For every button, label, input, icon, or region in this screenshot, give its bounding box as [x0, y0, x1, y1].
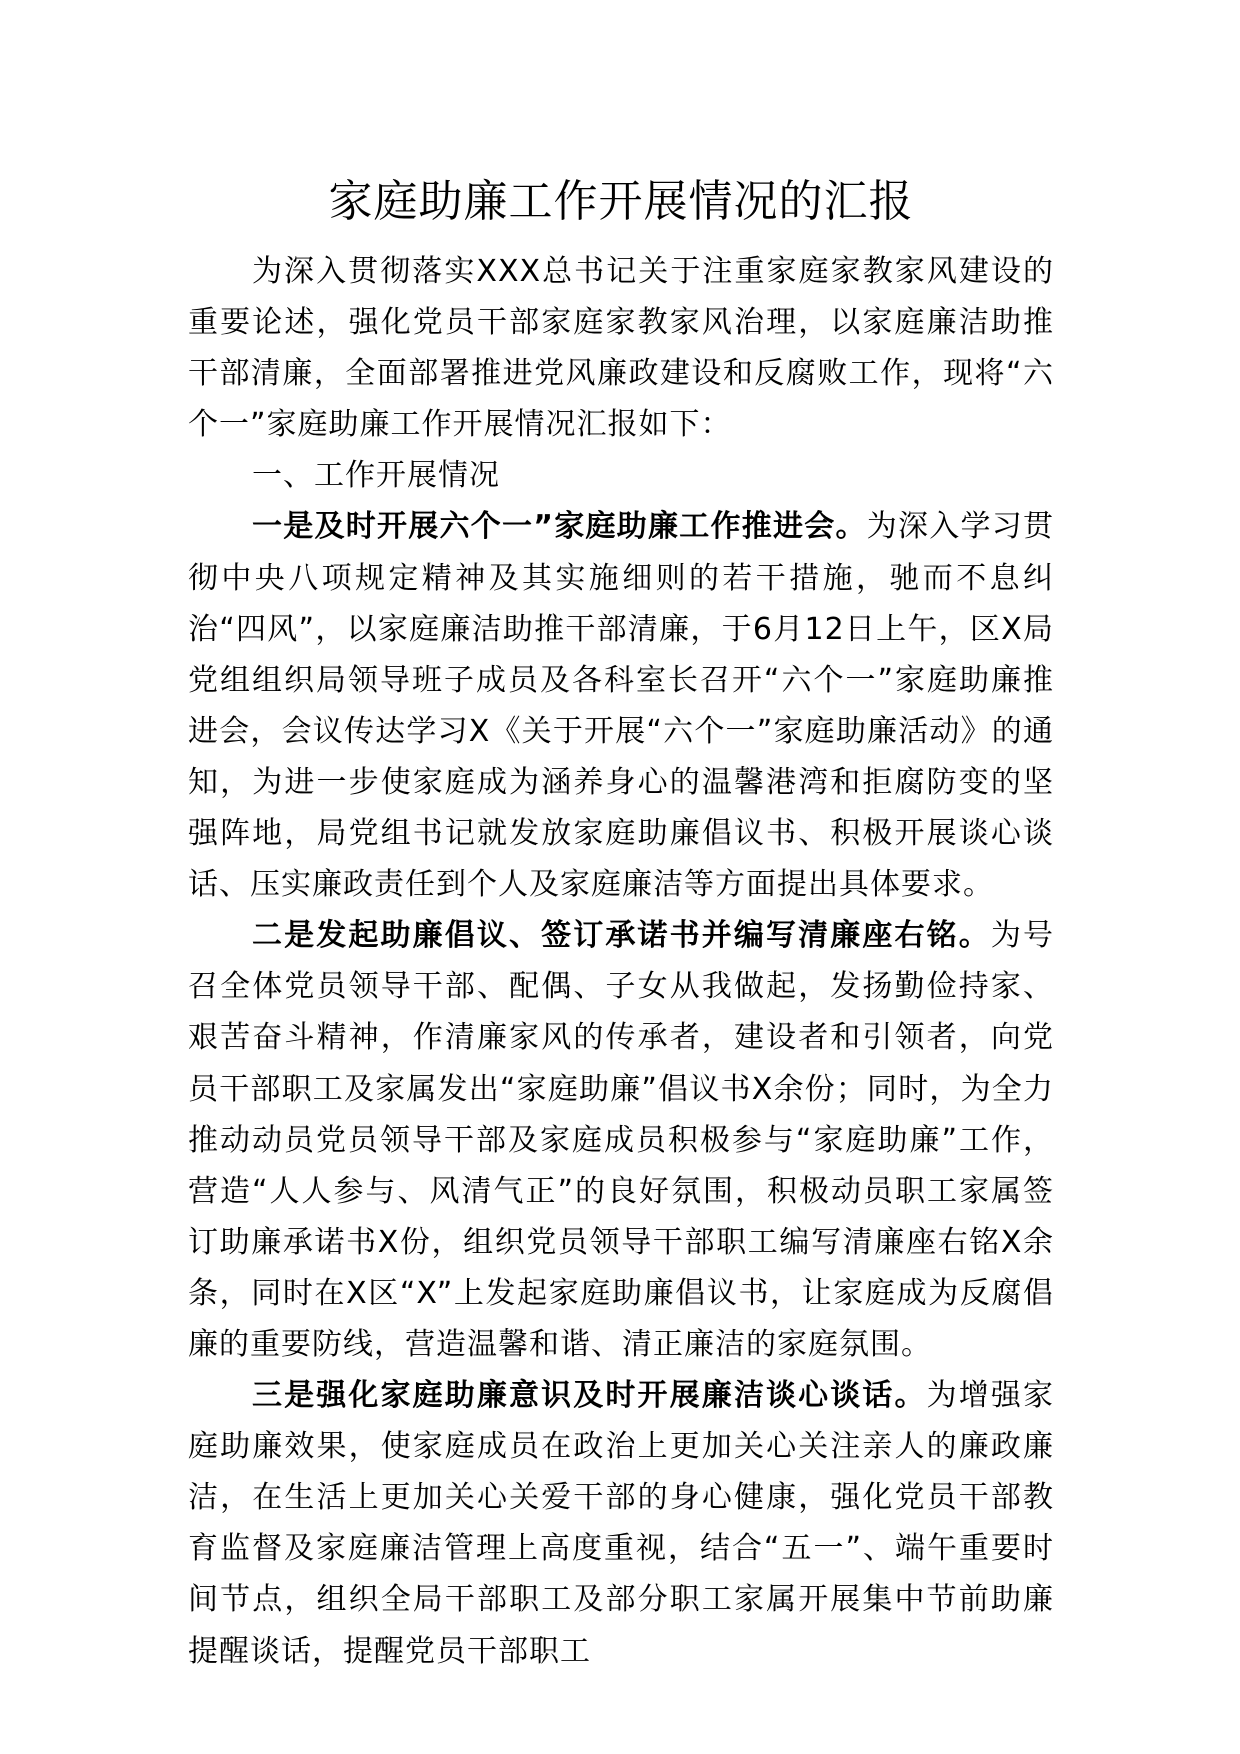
- item-lead-3: 三是强化家庭助廉意识及时开展廉洁谈心谈话。: [252, 1378, 927, 1414]
- item-lead-2: 二是发起助廉倡议、签订承诺书并编写清廉座右铭。: [252, 918, 991, 954]
- item-text-1: 为深入学习贯彻中央八项规定精神及其实施细则的若干措施，驰而不息纠治“四风”，以家庭廉洁助推干部清廉，于6月12日上午，区X局党组组织局领导班子成员及各科室长召开“六个一”家庭助廉推进会，会议传达学习X《关于开展“六个一”家庭助廉活动》的通知，为进一步使家庭成为涵养身心的温馨港湾和拒腐防变的坚强阵地，局党组书记就发放家庭助廉倡议书、积极开展谈心谈话、压实廉政责任到个人及家庭廉洁等方面提出具体要求。: [188, 509, 1055, 903]
- item-lead-1: 一是及时开展六个一”家庭助廉工作推进会。: [252, 509, 867, 545]
- item-paragraph-3: [188, 1370, 1054, 1677]
- item-paragraph-2: [188, 910, 1054, 1370]
- item-text-2: 为号召全体党员领导干部、配偶、子女从我做起，发扬勤俭持家、艰苦奋斗精神，作清廉家风的传承者，建设者和引领者，向党员干部职工及家属发出“家庭助廉”倡议书X余份；同时，为全力推动动员党员领导干部及家庭成员积极参与“家庭助廉”工作，营造“人人参与、风清气正”的良好氛围，积极动员职工家属签订助廉承诺书X份，组织党员领导干部职工编写清廉座右铭X余条，同时在X区“X”上发起家庭助廉倡议书，让家庭成为反腐倡廉的重要防线，营造温馨和谐、清正廉洁的家庭氛围。: [188, 918, 1054, 1362]
- item-paragraph-1: [188, 501, 1054, 910]
- document-page: [188, 0, 1054, 1754]
- item-text-3: 为增强家庭助廉效果，使家庭成员在政治上更加关心关注亲人的廉政廉洁，在生活上更加关心关爱干部的身心健康，强化党员干部教育监督及家庭廉洁管理上高度重视，结合“五一”、端午重要时间节点，组织全局干部职工及部分职工家属开展集中节前助廉提醒谈话，提醒党员干部职工: [188, 1378, 1054, 1669]
- intro-paragraph: 为深入贯彻落实XXX总书记关于注重家庭家教家风建设的重要论述，强化党员干部家庭家教家风治理，以家庭廉洁助推干部清廉，全面部署推进党风廉政建设和反腐败工作，现将“六个一”家庭助廉工作开展情况汇报如下：: [188, 254, 1054, 443]
- section-heading: 一、工作开展情况: [252, 458, 500, 494]
- document-body: [188, 246, 1054, 1677]
- document-title: 家庭助廉工作开展情况的汇报: [328, 176, 914, 227]
